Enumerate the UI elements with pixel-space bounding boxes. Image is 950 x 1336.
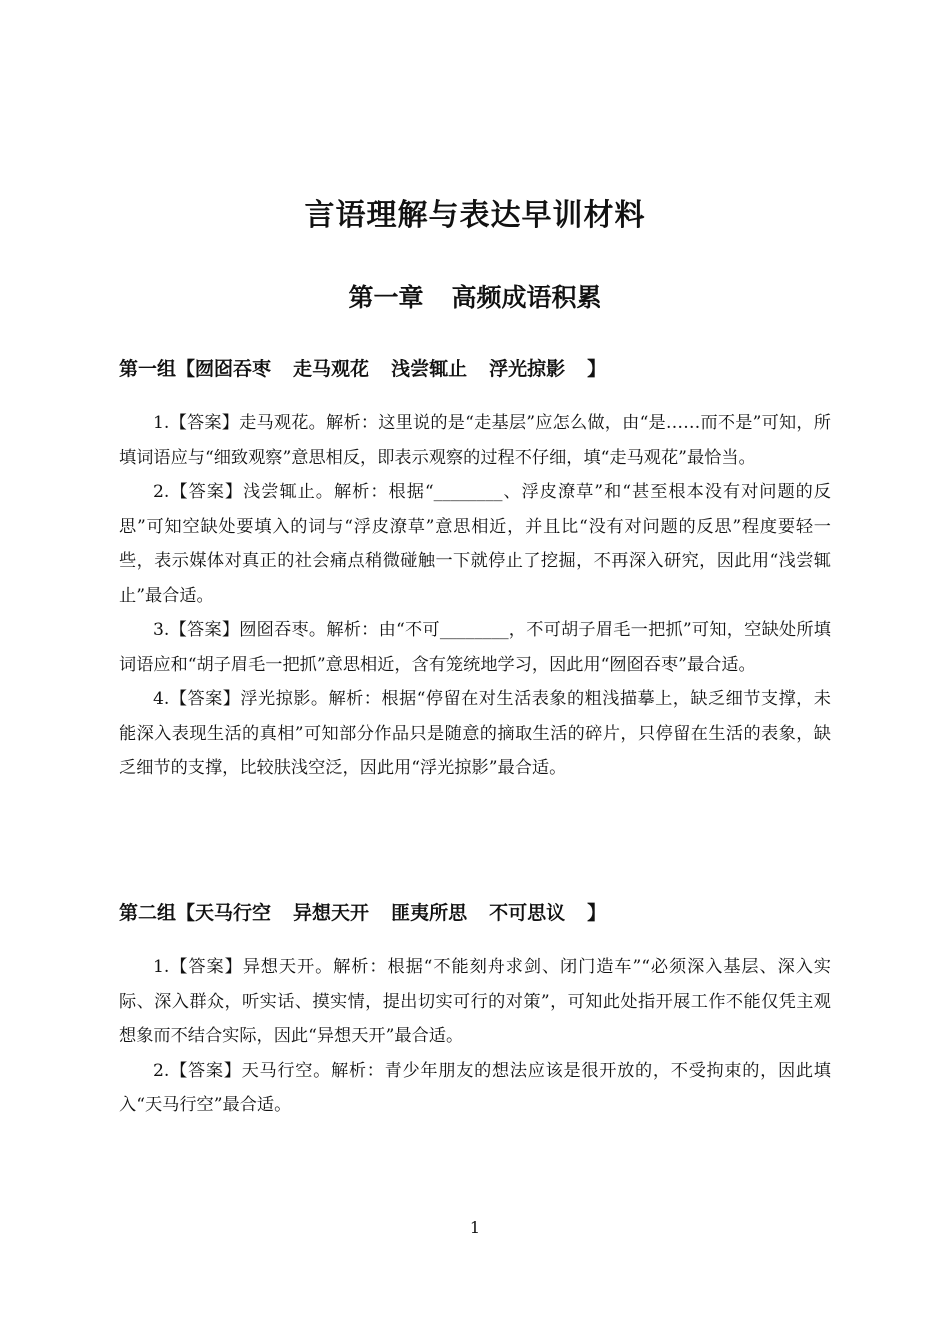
answer-item: 1.【答案】走马观花。解析：这里说的是“走基层”应怎么做，由“是……而不是”可知，所填词语应与“细致观察”意思相反，即表示观察的过程不仔细，填“走马观花”最恰当。 bbox=[119, 413, 831, 468]
idiom: 浅尝辄止 bbox=[391, 358, 468, 380]
chapter-name: 高频成语积累 bbox=[451, 283, 602, 312]
bracket-close: 】 bbox=[587, 358, 607, 380]
group-heading-2 bbox=[119, 898, 839, 925]
idiom: 天马行空 bbox=[195, 902, 272, 924]
group-2-answers bbox=[119, 950, 831, 1123]
group-label: 第二组 bbox=[119, 902, 177, 924]
bracket-close: 】 bbox=[587, 902, 607, 924]
answer-item: 3.【答案】囫囵吞枣。解析：由“不可________，不可胡子眉毛一把抓”可知，空缺处所填词语应和“胡子眉毛一把抓”意思相近，含有笼统地学习，因此用“囫囵吞枣”最合适。 bbox=[119, 620, 831, 675]
chapter-number: 第一章 bbox=[348, 283, 424, 312]
chapter-heading bbox=[0, 278, 950, 314]
idiom: 浮光掠影 bbox=[489, 358, 566, 380]
document-title: 言语理解与表达早训材料 bbox=[304, 198, 646, 233]
bracket-open: 【 bbox=[176, 902, 196, 924]
answer-item: 2.【答案】浅尝辄止。解析：根据“________、浮皮潦草”和“甚至根本没有对问题的反思”可知空缺处要填入的词与“浮皮潦草”意思相近，并且比“没有对问题的反思”程度要轻一些，表示媒体对真正的社会痛点稍微碰触一下就停止了挖掘，不再深入研究，因此用“浅尝辄止”最合适。 bbox=[119, 482, 831, 606]
group-heading-1 bbox=[119, 354, 839, 381]
idiom: 匪夷所思 bbox=[391, 902, 468, 924]
group-1-answers bbox=[119, 406, 831, 786]
answer-item: 2.【答案】天马行空。解析：青少年朋友的想法应该是很开放的，不受拘束的，因此填入“天马行空”最合适。 bbox=[119, 1060, 831, 1115]
idiom: 囫囵吞枣 bbox=[195, 358, 272, 380]
answer-item: 1.【答案】异想天开。解析：根据“不能刻舟求剑、闭门造车”“必须深入基层、深入实际、深入群众，听实话、摸实情，提出切实可行的对策”，可知此处指开展工作不能仅凭主观想象而不结合实际，因此“异想天开”最合适。 bbox=[119, 957, 831, 1046]
bracket-open: 【 bbox=[176, 358, 196, 380]
idiom: 走马观花 bbox=[293, 358, 370, 380]
idiom: 异想天开 bbox=[293, 902, 370, 924]
idiom: 不可思议 bbox=[489, 902, 566, 924]
page-number: 1 bbox=[469, 1218, 481, 1237]
answer-item: 4.【答案】浮光掠影。解析：根据“停留在对生活表象的粗浅描摹上，缺乏细节支撑，未能深入表现生活的真相”可知部分作品只是随意的摘取生活的碎片，只停留在生活的表象，缺乏细节的支撑，比较肤浅空泛，因此用“浮光掠影”最合适。 bbox=[119, 689, 831, 778]
group-label: 第一组 bbox=[119, 358, 177, 380]
